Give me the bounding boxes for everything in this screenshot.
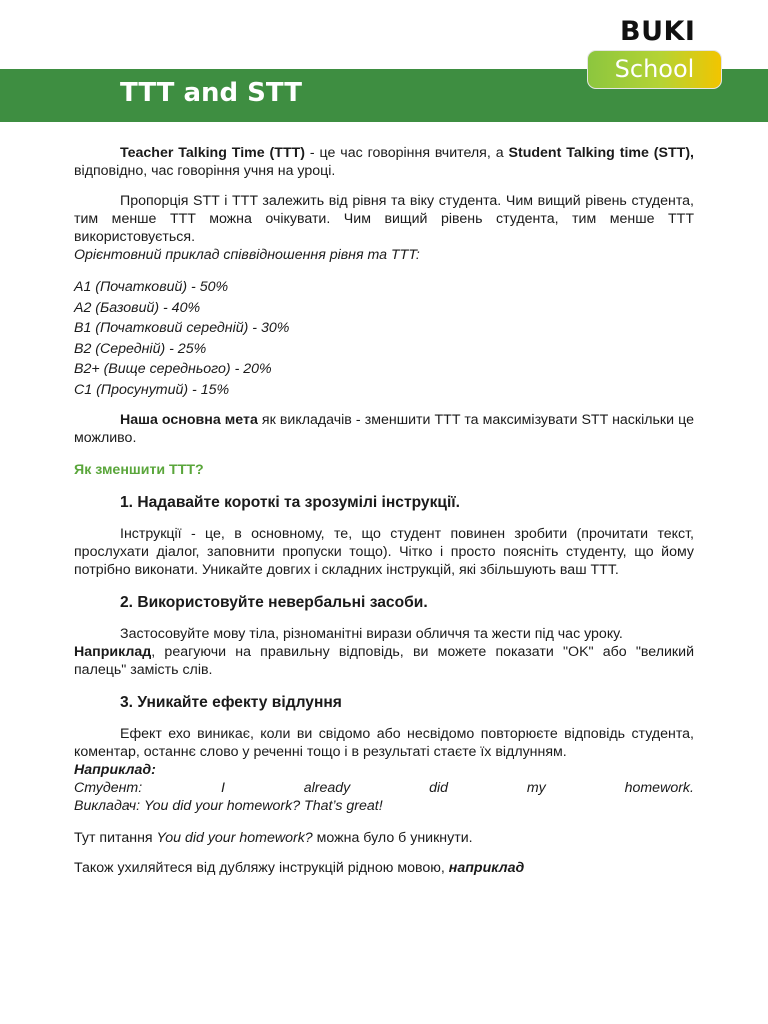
list-item: A2 (Базовий) - 40% — [74, 299, 201, 316]
student-word: already — [303, 779, 351, 796]
student-word: did — [429, 779, 449, 796]
document-body — [74, 144, 694, 877]
list-item: B2 (Середній) - 25% — [74, 340, 207, 357]
student-word: my — [526, 779, 546, 796]
note-text-b: можна було б уникнути. — [312, 829, 473, 846]
tip-2-example — [74, 643, 694, 679]
goal-text: як викладачів - зменшити TTT та максимізувати STT наскільки це можливо. — [74, 411, 694, 446]
level-list — [74, 278, 694, 399]
note-paragraph — [74, 829, 694, 847]
tip-3-example-label-text: Наприклад: — [74, 761, 156, 778]
tip-2-example-bold: Наприклад — [74, 643, 152, 660]
tip-2-heading: 2. Використовуйте невербальні засоби. — [120, 593, 428, 611]
tip-3-text: Ефект ехо виникає, коли ви свідомо або несвідомо повторюєте відповідь студента, коментар, останнє слово у реченні тощо і в результаті стаєте їх відлунням. — [74, 725, 694, 760]
school-logo-badge: School — [587, 50, 722, 89]
last-paragraph — [74, 859, 694, 877]
goal-paragraph — [74, 411, 694, 447]
note-text-a: Тут питання — [74, 829, 157, 846]
tip-3-heading: 3. Уникайте ефекту відлуння — [120, 693, 342, 711]
ratio-example-intro — [74, 246, 694, 264]
student-line — [74, 779, 694, 797]
goal-bold: Наша основна мета — [120, 411, 258, 428]
intro-paragraph — [74, 144, 694, 180]
stt-term: Student Talking time (STT), — [508, 145, 694, 161]
tip-2-example-text: , реагуючи на правильну відповідь, ви можете показати "OK" або "великий палець" замість слів. — [74, 643, 694, 678]
tip-1-text: Інструкції - це, в основному, те, що студент повинен зробити (прочитати текст, прослухати діалог, заповнити пропуски тощо). Чітко і просто поясніть студенту, що йому потрібно виконати. Уникайте довгих і складних інструкцій, які збільшують ваш TTT. — [74, 525, 694, 578]
last-text: Також ухиляйтеся від дубляжу інструкцій рідною мовою, — [74, 859, 449, 876]
tip-3-example-label — [74, 761, 694, 779]
tip-1-heading: 1. Надавайте короткі та зрозумілі інструкції. — [120, 493, 461, 511]
student-word: homework. — [624, 779, 694, 796]
intro-end: відповідно, час говоріння учня на уроці. — [74, 163, 336, 179]
tip-2-text: Застосовуйте мову тіла, різноманітні вирази обличчя та жести під час уроку. — [120, 625, 623, 642]
last-bold: наприклад — [448, 859, 525, 876]
ratio-example-text: Орієнтовний приклад співвідношення рівня та TTT: — [74, 247, 420, 263]
teacher-line — [74, 797, 694, 815]
ttt-term: Teacher Talking Time (TTT) — [120, 145, 305, 161]
section-heading: Як зменшити TTT? — [74, 461, 204, 478]
ratio-paragraph: Пропорція STT і TTT залежить від рівня та віку студента. Чим вищий рівень студента, тим менше TTT можна очікувати. Чим вищий рівень студента, тим менше TTT використовується. — [74, 193, 694, 245]
page-title: TTT and STT — [120, 78, 302, 108]
student-word: Студент: — [74, 779, 143, 796]
list-item: B2+ (Вище середнього) - 20% — [74, 361, 272, 378]
brand-logo-text: BUKI — [620, 16, 696, 47]
list-item: A1 (Початковий) - 50% — [74, 279, 229, 295]
note-italic: You did your homework? — [156, 829, 313, 846]
list-item: B1 (Початковий середній) - 30% — [74, 320, 290, 337]
teacher-line-text: Викладач: You did your homework? That’s great! — [74, 797, 383, 814]
student-word: I — [220, 779, 225, 796]
intro-text: - це час говоріння вчителя, а — [305, 145, 509, 161]
list-item: C1 (Просунутий) - 15% — [74, 381, 230, 398]
